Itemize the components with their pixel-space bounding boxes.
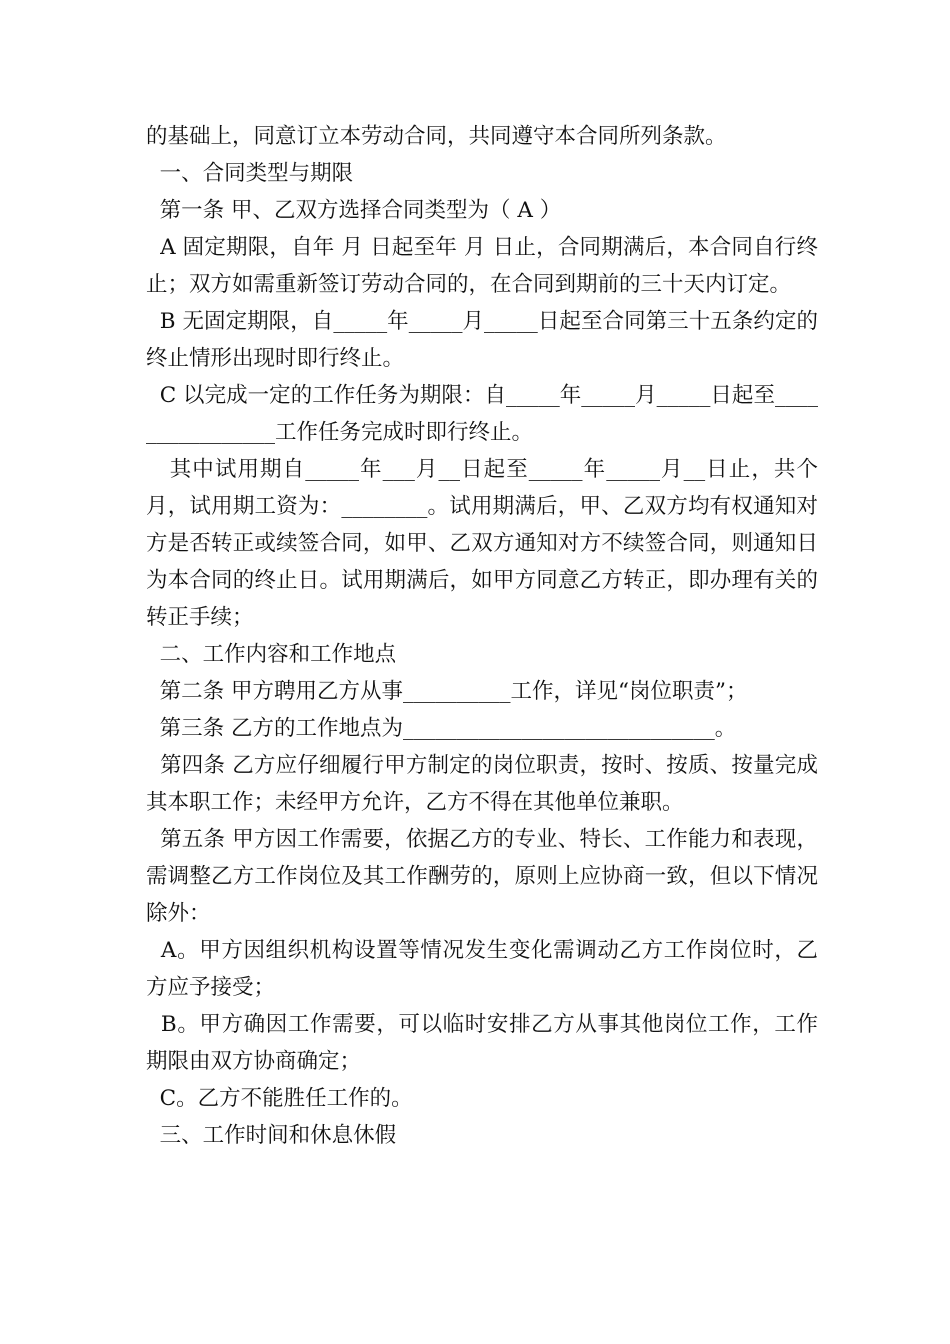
option-c-task-term: C 以完成一定的工作任务为期限：自_____年_____月_____日起至________________工作任务完成时即行终止。 <box>146 383 818 445</box>
option-b-open-term: B 无固定期限，自_____年_____月_____日起至合同第三十五条约定的终止情形出现时即行终止。 <box>146 309 818 371</box>
section-heading-work-hours: 三、工作时间和休息休假 <box>146 1123 397 1148</box>
paragraph-preamble-end: 的基础上，同意订立本劳动合同，共同遵守本合同所列条款。 <box>146 124 727 149</box>
exception-a: A。甲方因组织机构设置等情况发生变化需调动乙方工作岗位时，乙方应予接受； <box>146 938 819 1000</box>
probation-clause: 其中试用期自_____年___月__日起至_____年_____月__日止，共个月，试用期工资为：________。试用期满后，甲、乙双方均有权通知对方是否转正或续签合同，如甲、乙双方通知对方不续签合同，则通知日为本合同的终止日。试用期满后，如甲方同意乙方转正，即办理有关的转正手续； <box>146 457 818 630</box>
document-body <box>146 118 818 1154</box>
exception-b: B。甲方确因工作需要，可以临时安排乙方从事其他岗位工作，工作期限由双方协商确定； <box>146 1012 818 1074</box>
article-3: 第三条 乙方的工作地点为_____________________________。 <box>146 716 737 741</box>
article-5: 第五条 甲方因工作需要，依据乙方的专业、特长、工作能力和表现，需调整乙方工作岗位及其工作酬劳的，原则上应协商一致，但以下情况除外： <box>146 827 818 926</box>
section-heading-work-content: 二、工作内容和工作地点 <box>146 642 397 667</box>
article-4: 第四条 乙方应仔细履行甲方制定的岗位职责，按时、按质、按量完成其本职工作；未经甲方允许，乙方不得在其他单位兼职。 <box>146 753 818 815</box>
section-heading-contract-type: 一、合同类型与期限 <box>146 161 354 186</box>
article-1: 第一条 甲、乙双方选择合同类型为（ A ） <box>146 198 562 223</box>
article-2: 第二条 甲方聘用乙方从事__________工作，详见“岗位职责”； <box>146 679 748 704</box>
exception-c: C。乙方不能胜任工作的。 <box>146 1086 413 1111</box>
option-a-fixed-term: A 固定期限，自年 月 日起至年 月 日止，合同期满后，本合同自行终止；双方如需重新签订劳动合同的，在合同到期前的三十天内订定。 <box>146 235 818 297</box>
